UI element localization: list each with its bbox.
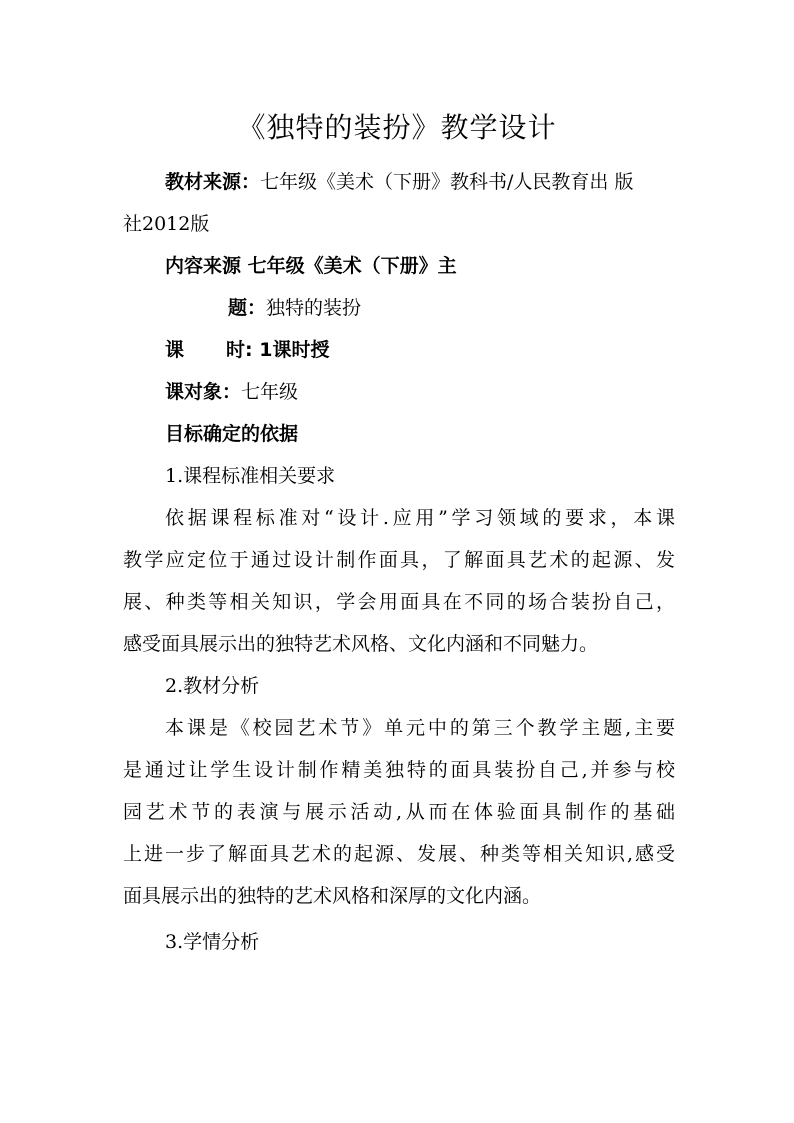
section1-heading: 1.课程标准相关要求: [165, 465, 336, 487]
source-line-continued: 社2012版: [123, 213, 210, 235]
section2-paragraph-line: 园艺术节的表演与展示活动,从而在体验面具制作的基础: [123, 801, 675, 823]
content-label: 内容来源: [165, 255, 242, 277]
topic-text: 独特的装扮: [266, 297, 362, 319]
period-label-a: 课: [165, 339, 185, 361]
section3-heading: 3.学情分析: [165, 931, 260, 953]
section2-paragraph-line: 是通过让学生设计制作精美独特的面具装扮自己,并参与校: [123, 759, 675, 781]
source-label: 教材来源: [165, 171, 242, 193]
topic-line: [228, 294, 361, 322]
section1-paragraph-line: 展、种类等相关知识，学会用面具在不同的场合装扮自己，: [123, 591, 675, 613]
section1-paragraph-line: 教学应定位于通过设计制作面具，了解面具艺术的起源、发: [123, 549, 675, 571]
section1-paragraph-line: 感受面具展示出的独特艺术风格、文化内涵和不同魅力。: [123, 633, 599, 655]
period-line: [165, 336, 329, 364]
basis-heading: 目标确定的依据: [165, 423, 299, 445]
source-line: [165, 168, 633, 196]
section2-paragraph-line: 本课是《校园艺术节》单元中的第三个教学主题,主要: [165, 717, 675, 739]
section2-paragraph-line: 面具展示出的独特的艺术风格和深厚的文化内涵。: [123, 885, 542, 907]
topic-label: 题：: [228, 297, 267, 319]
content-line: [165, 252, 457, 280]
audience-text: 七年级: [241, 381, 299, 403]
period-label-b: 时:: [226, 339, 253, 361]
audience-label: 课对象：: [165, 381, 242, 403]
period-text: 1课时授: [252, 339, 330, 361]
document-title: 《独特的装扮》教学设计: [237, 111, 557, 144]
section1-paragraph-line: 依据课程标准对“设计.应用”学习领域的要求，本课: [165, 507, 675, 529]
source-colon: ：: [241, 171, 261, 193]
section2-heading: 2.教材分析: [165, 675, 260, 697]
section2-paragraph-line: 上进一步了解面具艺术的起源、发展、种类等相关知识,感受: [123, 843, 675, 865]
source-text: 七年级《美术（下册》教科书/人民教育出 版: [260, 171, 634, 193]
audience-line: [165, 378, 298, 406]
content-text: 七年级《美术（下册》主: [241, 255, 457, 277]
